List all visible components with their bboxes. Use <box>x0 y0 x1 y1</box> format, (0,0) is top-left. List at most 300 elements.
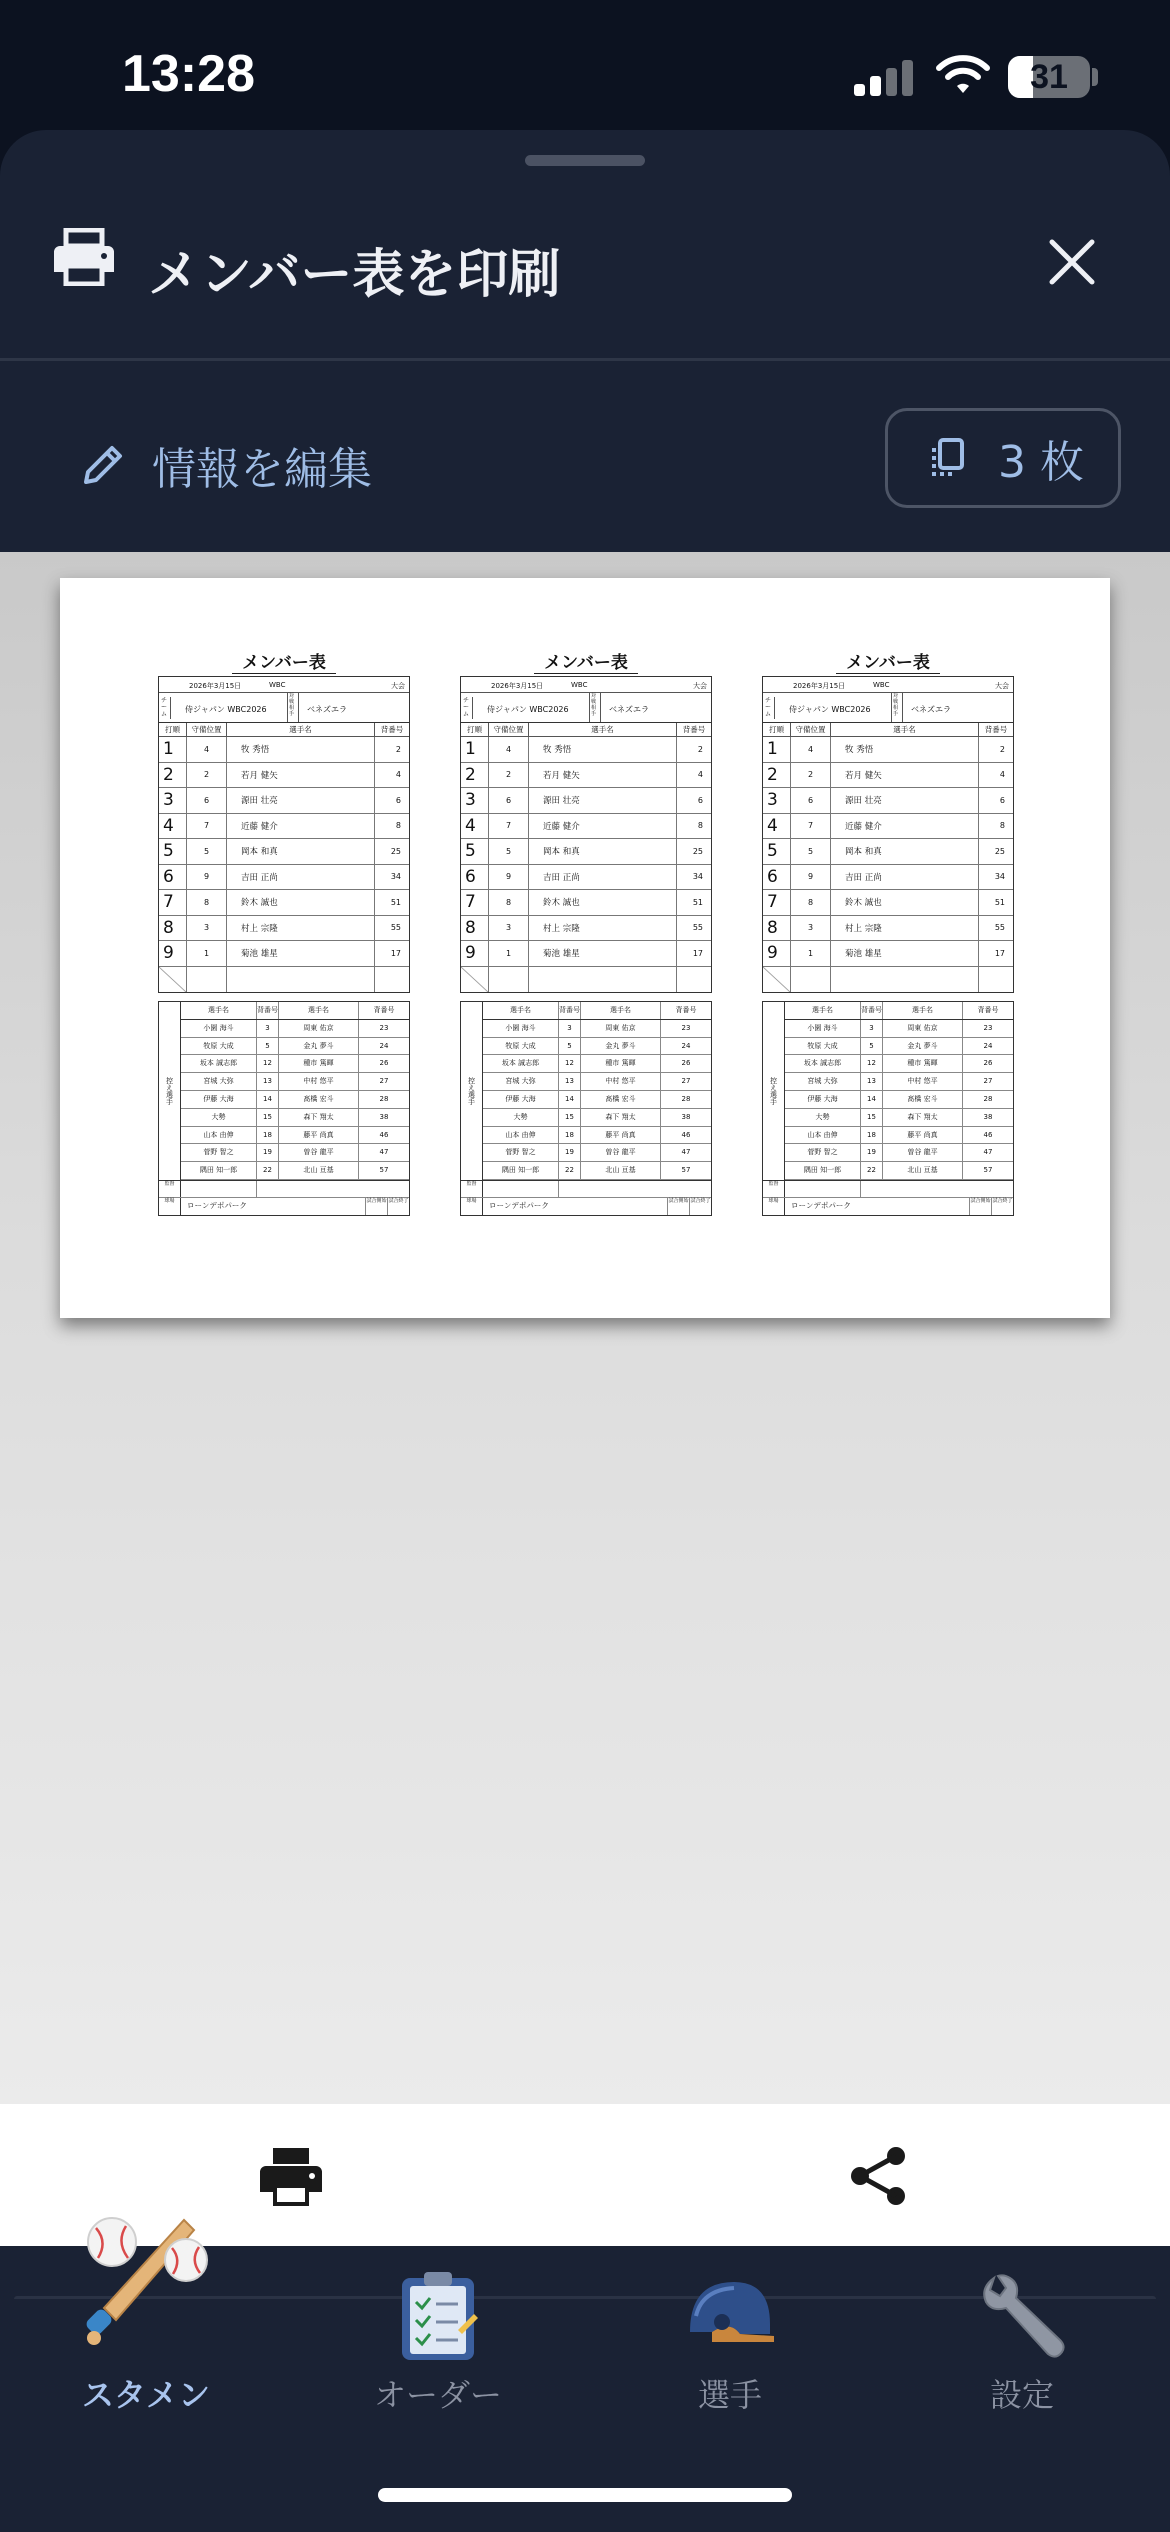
batting-order: 8 <box>763 916 791 941</box>
sub-player-name: 曽谷 龍平 <box>883 1144 963 1161</box>
sub-uniform-number: 27 <box>681 1077 691 1086</box>
substitute-row <box>181 1091 409 1109</box>
lineup-row <box>763 814 1013 840</box>
player-name: 菊池 雄星 <box>227 941 375 966</box>
col-order: 打順 <box>763 723 791 736</box>
player-name: 吉田 正尚 <box>529 865 677 890</box>
tab-order-label: オーダー <box>373 2376 502 2414</box>
substitute-row <box>785 1091 1013 1109</box>
lineup-form <box>460 652 712 1216</box>
batting-order: 2 <box>159 763 187 788</box>
sub-col-player: 選手名 <box>483 1002 559 1019</box>
fielding-position: 5 <box>489 839 529 864</box>
manager-label: 監督 <box>461 1181 483 1197</box>
sub-uniform-number: 27 <box>983 1077 993 1086</box>
sub-uniform-number: 3 <box>257 1020 279 1037</box>
player-name: 菊池 雄星 <box>529 941 677 966</box>
end-label: 試合終了 <box>991 1198 1013 1215</box>
lineup-box <box>762 676 1014 993</box>
sub-uniform-number: 28 <box>379 1094 389 1103</box>
form-title: メンバー表 <box>232 653 336 674</box>
substitute-row <box>785 1127 1013 1145</box>
blank-cell <box>227 967 375 993</box>
uniform-number: 17 <box>994 948 1005 958</box>
sub-col-player: 選手名 <box>181 1002 257 1019</box>
fielding-position: 1 <box>489 941 529 966</box>
sub-uniform-number: 5 <box>861 1038 883 1055</box>
substitutes-header <box>785 1002 1013 1020</box>
blank-cell <box>187 967 227 993</box>
form-date-row <box>461 677 711 693</box>
col-number: 背番号 <box>682 725 706 734</box>
venue-name: ローンデポパーク <box>791 1200 851 1210</box>
substitute-row <box>483 1073 711 1091</box>
sub-player-name: 金丸 夢斗 <box>883 1038 963 1055</box>
sub-uniform-number: 13 <box>861 1073 883 1090</box>
venue-row <box>159 1198 409 1215</box>
player-name: 若月 健矢 <box>529 763 677 788</box>
substitute-row <box>785 1020 1013 1038</box>
copies-icon <box>926 436 970 480</box>
sub-uniform-number: 38 <box>983 1112 993 1121</box>
team-name: 侍ジャパン WBC2026 <box>185 705 267 714</box>
sub-player-name: 北山 亘基 <box>279 1162 359 1179</box>
sub-uniform-number: 3 <box>559 1020 581 1037</box>
fielding-position: 1 <box>187 941 227 966</box>
lineup-row <box>461 763 711 789</box>
tab-settings-label: 設定 <box>989 2376 1054 2414</box>
sub-uniform-number: 57 <box>379 1166 389 1175</box>
form-date-row <box>159 677 409 693</box>
sub-player-name: 周東 佑京 <box>279 1020 359 1037</box>
substitute-row <box>785 1144 1013 1162</box>
sub-uniform-number: 22 <box>257 1162 279 1179</box>
sub-player-name: 菅野 智之 <box>483 1144 559 1161</box>
uniform-number: 8 <box>395 821 401 831</box>
substitutes-header <box>483 1002 711 1020</box>
col-number: 背番号 <box>380 725 404 734</box>
edit-info-button[interactable] <box>80 420 372 510</box>
batting-order: 9 <box>159 941 187 966</box>
uniform-number: 4 <box>697 770 703 780</box>
uniform-number: 6 <box>697 795 703 805</box>
sub-player-name: 坂本 誠志郎 <box>181 1055 257 1072</box>
fielding-position: 9 <box>791 865 831 890</box>
sub-uniform-number: 5 <box>257 1038 279 1055</box>
sub-player-name: 小園 海斗 <box>181 1020 257 1037</box>
uniform-number: 34 <box>390 872 401 882</box>
venue-row <box>461 1198 711 1215</box>
lineup-row <box>461 788 711 814</box>
substitutes-label: 控え選手 <box>763 1002 785 1180</box>
substitutes-box <box>158 1001 410 1181</box>
fielding-position: 3 <box>791 916 831 941</box>
form-team-row <box>763 693 1013 723</box>
team-label: チーム <box>161 697 171 719</box>
close-icon[interactable] <box>1042 232 1102 292</box>
sub-player-name: 金丸 夢斗 <box>581 1038 661 1055</box>
uniform-number: 34 <box>692 872 703 882</box>
fielding-position: 1 <box>791 941 831 966</box>
sub-uniform-number: 22 <box>861 1162 883 1179</box>
sub-uniform-number: 47 <box>983 1148 993 1157</box>
player-name: 鈴木 誠也 <box>831 890 979 915</box>
sub-player-name: 曽谷 龍平 <box>581 1144 661 1161</box>
form-footer <box>158 1181 410 1216</box>
lineup-row <box>159 941 409 967</box>
opponent-label: 対戦相手 <box>589 693 601 722</box>
opponent-label: 対戦相手 <box>287 693 299 722</box>
form-tournament: WBC <box>571 681 588 689</box>
substitute-row <box>785 1109 1013 1127</box>
substitute-row <box>181 1055 409 1073</box>
sub-uniform-number: 19 <box>861 1144 883 1161</box>
substitute-row <box>483 1144 711 1162</box>
form-team-row <box>159 693 409 723</box>
lineup-row <box>461 865 711 891</box>
sub-uniform-number: 46 <box>681 1130 691 1139</box>
player-name: 若月 健矢 <box>831 763 979 788</box>
substitute-row <box>181 1073 409 1091</box>
batting-order: 2 <box>461 763 489 788</box>
sub-uniform-number: 12 <box>861 1055 883 1072</box>
substitute-row <box>181 1109 409 1127</box>
sub-player-name: 小園 海斗 <box>483 1020 559 1037</box>
player-name: 岡本 和真 <box>227 839 375 864</box>
batting-order: 7 <box>763 890 791 915</box>
form-title: メンバー表 <box>836 653 940 674</box>
sub-player-name: 山本 由伸 <box>181 1127 257 1144</box>
sub-player-name: 種市 篤暉 <box>581 1055 661 1072</box>
lineup-row <box>461 890 711 916</box>
fielding-position: 5 <box>187 839 227 864</box>
uniform-number: 51 <box>692 897 703 907</box>
batting-order: 6 <box>159 865 187 890</box>
sub-uniform-number: 46 <box>983 1130 993 1139</box>
form-title: メンバー表 <box>534 653 638 674</box>
fielding-position: 5 <box>791 839 831 864</box>
uniform-number: 55 <box>692 923 703 933</box>
substitute-row <box>483 1109 711 1127</box>
batting-order: 5 <box>159 839 187 864</box>
batting-order: 3 <box>159 788 187 813</box>
sub-uniform-number: 47 <box>379 1148 389 1157</box>
manager-label: 監督 <box>763 1181 785 1197</box>
substitute-row <box>181 1127 409 1145</box>
player-name: 鈴木 誠也 <box>227 890 375 915</box>
tab-players-label: 選手 <box>697 2376 762 2414</box>
col-player: 選手名 <box>831 723 979 736</box>
lineup-header <box>763 723 1013 737</box>
sub-player-name: 牧原 大成 <box>181 1038 257 1055</box>
lineup-header <box>159 723 409 737</box>
form-tournament-suffix: 大会 <box>995 682 1009 690</box>
substitute-row <box>785 1038 1013 1056</box>
share-icon[interactable] <box>846 2144 910 2208</box>
venue-row <box>763 1198 1013 1215</box>
lineup-row <box>763 916 1013 942</box>
team-name: 侍ジャパン WBC2026 <box>487 705 569 714</box>
form-footer <box>460 1181 712 1216</box>
manager-name-cell <box>483 1181 559 1197</box>
lineup-row <box>159 890 409 916</box>
form-footer <box>762 1181 1014 1216</box>
player-name: 源田 壮亮 <box>227 788 375 813</box>
team-label: チーム <box>765 697 775 719</box>
lineup-header <box>461 723 711 737</box>
lineup-row <box>159 839 409 865</box>
sub-uniform-number: 24 <box>379 1041 389 1050</box>
substitutes-label: 控え選手 <box>159 1002 181 1180</box>
lineup-box <box>158 676 410 993</box>
sub-player-name: 大勢 <box>181 1109 257 1126</box>
substitutes-box <box>460 1001 712 1181</box>
sub-col-number: 背番号 <box>861 1002 883 1019</box>
uniform-number: 55 <box>390 923 401 933</box>
batting-order: 6 <box>763 865 791 890</box>
sub-uniform-number: 14 <box>559 1091 581 1108</box>
sub-uniform-number: 23 <box>681 1023 691 1032</box>
tab-settings[interactable] <box>876 2246 1168 2532</box>
lineup-row-blank <box>763 967 1013 993</box>
sub-player-name: 伊藤 大海 <box>785 1091 861 1108</box>
wifi-icon <box>935 52 991 96</box>
sub-uniform-number: 24 <box>681 1041 691 1050</box>
fielding-position: 7 <box>791 814 831 839</box>
sub-col-number: 背番号 <box>559 1002 581 1019</box>
sub-player-name: 種市 篤暉 <box>279 1055 359 1072</box>
team-label: チーム <box>463 697 473 719</box>
lineup-row <box>461 839 711 865</box>
fielding-position: 3 <box>187 916 227 941</box>
form-date: 2026年3月15日 <box>793 682 846 690</box>
substitute-row <box>483 1055 711 1073</box>
player-name: 若月 健矢 <box>227 763 375 788</box>
fielding-position: 7 <box>187 814 227 839</box>
sub-uniform-number: 18 <box>559 1127 581 1144</box>
uniform-number: 8 <box>697 821 703 831</box>
substitute-row <box>181 1162 409 1180</box>
player-name: 鈴木 誠也 <box>529 890 677 915</box>
substitute-row <box>483 1038 711 1056</box>
player-name: 岡本 和真 <box>529 839 677 864</box>
status-time: 13:28 <box>122 45 255 103</box>
sub-uniform-number: 23 <box>379 1023 389 1032</box>
sub-uniform-number: 46 <box>379 1130 389 1139</box>
sub-player-name: 隅田 知一郎 <box>483 1162 559 1179</box>
lineup-row <box>461 941 711 967</box>
sub-player-name: 藤平 尚真 <box>279 1127 359 1144</box>
batting-order: 4 <box>763 814 791 839</box>
manager-name-value <box>559 1181 711 1197</box>
sub-player-name: 北山 亘基 <box>883 1162 963 1179</box>
lineup-box <box>460 676 712 993</box>
sub-uniform-number: 22 <box>559 1162 581 1179</box>
sub-uniform-number: 15 <box>861 1109 883 1126</box>
blank-cell <box>791 967 831 993</box>
substitute-row <box>483 1127 711 1145</box>
player-name: 岡本 和真 <box>831 839 979 864</box>
sub-uniform-number: 18 <box>257 1127 279 1144</box>
lineup-row <box>763 737 1013 763</box>
lineup-row <box>159 814 409 840</box>
col-order: 打順 <box>159 723 187 736</box>
substitute-row <box>483 1091 711 1109</box>
opponent-name: ベネズエラ <box>307 705 347 714</box>
sub-player-name: 山本 由伸 <box>483 1127 559 1144</box>
sub-player-name: 周東 佑京 <box>581 1020 661 1037</box>
tab-lineup[interactable] <box>0 2246 292 2532</box>
blank-cell <box>489 967 529 993</box>
sub-uniform-number: 3 <box>861 1020 883 1037</box>
print-icon[interactable] <box>258 2146 324 2206</box>
substitute-row <box>181 1144 409 1162</box>
manager-label: 監督 <box>159 1181 181 1197</box>
clipboard-icon <box>396 2268 480 2362</box>
sub-uniform-number: 14 <box>257 1091 279 1108</box>
fielding-position: 6 <box>489 788 529 813</box>
fielding-position: 7 <box>489 814 529 839</box>
venue-label: 球場 <box>461 1198 483 1215</box>
uniform-number: 6 <box>395 795 401 805</box>
manager-name-cell <box>785 1181 861 1197</box>
form-date: 2026年3月15日 <box>491 682 544 690</box>
sub-col-number: 背番号 <box>675 1006 697 1014</box>
opponent-name: ベネズエラ <box>609 705 649 714</box>
sub-player-name: 森下 翔太 <box>279 1109 359 1126</box>
sub-uniform-number: 12 <box>257 1055 279 1072</box>
col-player: 選手名 <box>227 723 375 736</box>
substitute-row <box>181 1020 409 1038</box>
col-position: 守備位置 <box>187 723 227 736</box>
uniform-number: 34 <box>994 872 1005 882</box>
sub-col-player: 選手名 <box>581 1002 661 1019</box>
form-tournament: WBC <box>873 681 890 689</box>
sub-col-number: 背番号 <box>373 1006 395 1014</box>
form-date-row <box>763 677 1013 693</box>
sub-col-player: 選手名 <box>883 1002 963 1019</box>
sub-player-name: 菅野 智之 <box>181 1144 257 1161</box>
sub-player-name: 藤平 尚真 <box>581 1127 661 1144</box>
blank-cell <box>529 967 677 993</box>
col-player: 選手名 <box>529 723 677 736</box>
col-order: 打順 <box>461 723 489 736</box>
batting-order: 5 <box>763 839 791 864</box>
fielding-position: 8 <box>791 890 831 915</box>
sub-player-name: 曽谷 龍平 <box>279 1144 359 1161</box>
batting-order: 5 <box>461 839 489 864</box>
sub-uniform-number: 28 <box>983 1094 993 1103</box>
blank-cell <box>375 967 409 993</box>
uniform-number: 55 <box>994 923 1005 933</box>
sub-player-name: 中村 悠平 <box>581 1073 661 1090</box>
sub-uniform-number: 26 <box>983 1059 993 1068</box>
player-name: 吉田 正尚 <box>831 865 979 890</box>
sub-player-name: 藤平 尚真 <box>883 1127 963 1144</box>
pencil-icon <box>80 442 126 488</box>
blank-cell <box>763 967 791 993</box>
battery-tip <box>1092 68 1098 86</box>
sub-uniform-number: 26 <box>681 1059 691 1068</box>
copies-button[interactable] <box>885 408 1121 508</box>
sub-uniform-number: 13 <box>257 1073 279 1090</box>
uniform-number: 51 <box>994 897 1005 907</box>
player-name: 牧 秀悟 <box>831 737 979 762</box>
lineup-row-blank <box>159 967 409 993</box>
venue-name: ローンデポパーク <box>489 1200 549 1210</box>
lineup-row <box>461 814 711 840</box>
start-label: 試合開始 <box>969 1198 991 1215</box>
uniform-number: 25 <box>994 846 1005 856</box>
sub-player-name: 北山 亘基 <box>581 1162 661 1179</box>
manager-name-cell <box>181 1181 257 1197</box>
player-name: 村上 宗隆 <box>831 916 979 941</box>
player-name: 源田 壮亮 <box>529 788 677 813</box>
lineup-row <box>763 941 1013 967</box>
substitutes-table <box>483 1002 711 1180</box>
sub-uniform-number: 57 <box>983 1166 993 1175</box>
batting-order: 4 <box>461 814 489 839</box>
manager-row <box>461 1181 711 1198</box>
substitute-row <box>483 1020 711 1038</box>
uniform-number: 2 <box>697 744 703 754</box>
lineup-row <box>461 916 711 942</box>
blank-cell <box>677 967 711 993</box>
tab-lineup-label: スタメン <box>81 2376 210 2414</box>
batting-order: 8 <box>461 916 489 941</box>
sub-player-name: 髙橋 宏斗 <box>279 1091 359 1108</box>
lineup-row-blank <box>461 967 711 993</box>
sheet-title: メンバー表を印刷 <box>148 245 561 305</box>
fielding-position: 4 <box>791 737 831 762</box>
sub-player-name: 中村 悠平 <box>883 1073 963 1090</box>
sub-col-player: 選手名 <box>279 1002 359 1019</box>
sheet-grabber[interactable] <box>525 155 645 166</box>
form-team-row <box>461 693 711 723</box>
status-bar <box>0 0 1170 140</box>
uniform-number: 4 <box>395 770 401 780</box>
sub-col-player: 選手名 <box>785 1002 861 1019</box>
player-name: 近藤 健介 <box>529 814 677 839</box>
sub-player-name: 坂本 誠志郎 <box>785 1055 861 1072</box>
manager-name-value <box>257 1181 409 1197</box>
batting-order: 4 <box>159 814 187 839</box>
substitutes-label: 控え選手 <box>461 1002 483 1180</box>
substitute-row <box>181 1038 409 1056</box>
sub-player-name: 大勢 <box>785 1109 861 1126</box>
batting-order: 3 <box>461 788 489 813</box>
fielding-position: 9 <box>187 865 227 890</box>
sub-uniform-number: 18 <box>861 1127 883 1144</box>
sub-uniform-number: 38 <box>379 1112 389 1121</box>
fielding-position: 8 <box>187 890 227 915</box>
sub-uniform-number: 38 <box>681 1112 691 1121</box>
helmet-icon <box>682 2276 778 2356</box>
uniform-number: 4 <box>999 770 1005 780</box>
lineup-row <box>763 865 1013 891</box>
lineup-row <box>461 737 711 763</box>
copies-label: 3 枚 <box>998 437 1084 488</box>
sub-uniform-number: 24 <box>983 1041 993 1050</box>
substitutes-table <box>785 1002 1013 1180</box>
printer-icon <box>52 228 116 286</box>
manager-row <box>159 1181 409 1198</box>
uniform-number: 51 <box>390 897 401 907</box>
sub-player-name: 髙橋 宏斗 <box>581 1091 661 1108</box>
sub-uniform-number: 27 <box>379 1077 389 1086</box>
fielding-position: 6 <box>187 788 227 813</box>
uniform-number: 17 <box>390 948 401 958</box>
